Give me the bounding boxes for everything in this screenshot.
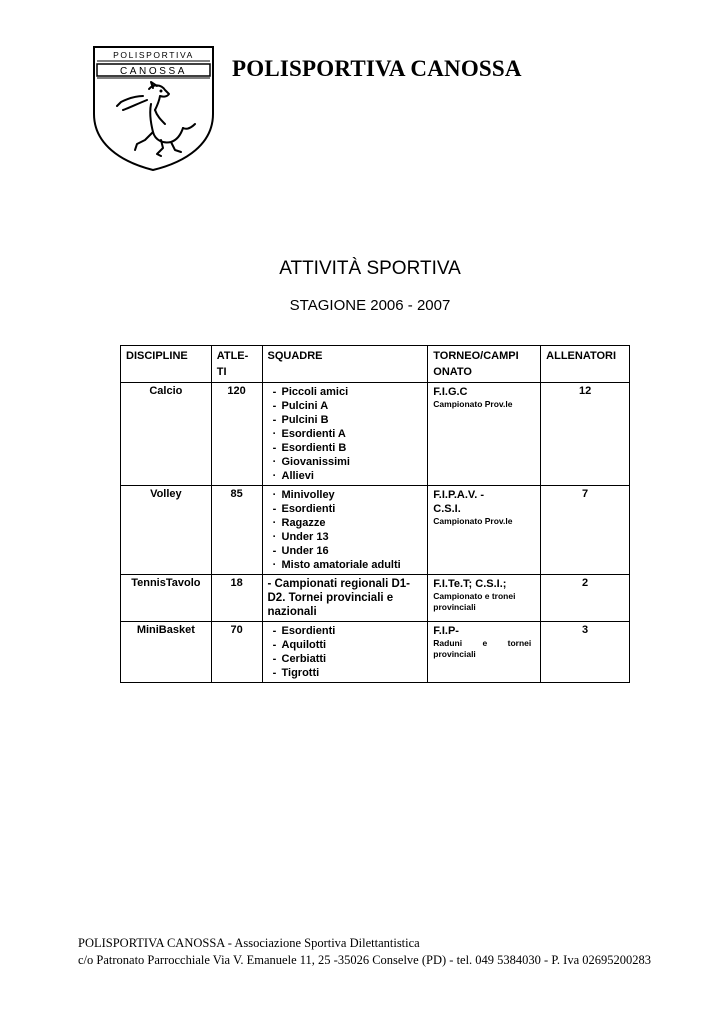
activities-table [120,345,630,683]
federation-label: F.I.P.A.V. - C.S.I. [433,489,485,515]
season-label: STAGIONE 2006 - 2007 [289,297,451,314]
coaches-cell: 2 [541,575,630,622]
tournament-note: Campionato e tronei provinciali [433,591,516,612]
tournament-cell [428,622,541,683]
table-row [121,575,630,622]
tournament-cell [428,486,541,575]
header-discipline: DISCIPLINE [121,346,212,383]
list-item: - Esordienti [272,625,336,637]
athletes-cell: 18 [211,575,262,622]
table-row [121,486,630,575]
footer-line-1: POLISPORTIVA CANOSSA - Associazione Sportiva Dilettantistica [78,936,420,950]
federation-label: F.I.P- [433,625,459,637]
tournament-cell [428,383,541,486]
discipline-cell: Calcio [121,383,212,486]
list-item: · Minivolley [272,489,335,501]
footer-line-2: c/o Patronato Parrocchiale Via V. Emanuele 11, 25 -35026 Conselve (PD) - tel. 049 5384030 - P. Iva 02695200283 [78,953,651,967]
tournament-note: Campionato Prov.le [433,516,513,526]
teams-text: - Campionati regionali D1-D2. Tornei provinciali e nazionali [267,578,410,618]
teams-cell [262,622,428,683]
table-row [121,383,630,486]
discipline-cell: Volley [121,486,212,575]
list-item: - Esordienti B [272,442,347,454]
teams-cell [262,575,428,622]
list-item: · Under 13 [272,531,329,543]
teams-cell [262,486,428,575]
logo-bottom-text: CANOSSA [119,66,188,77]
list-item: - Pulcini A [272,400,329,412]
header-teams: SQUADRE [262,346,428,383]
coaches-cell: 3 [541,622,630,683]
federation-label: F.I.G.C [433,386,468,398]
list-item: · Ragazze [272,517,326,529]
list-item: - Esordienti [272,503,336,515]
tournament-note: Raduni e tornei provinciali [433,638,532,659]
tournament-cell [428,575,541,622]
footer [78,935,651,969]
list-item: - Tigrotti [272,667,320,679]
federation-label: F.I.Te.T; C.S.I.; [433,578,507,590]
teams-list [268,488,423,572]
logo-top-text: POLISPORTIVA [113,50,194,60]
header-tournament: TORNEO/CAMPI ONATO [428,346,541,383]
teams-cell [262,383,428,486]
teams-list [268,624,423,680]
table-header-row [121,346,630,383]
discipline-cell: TennisTavolo [121,575,212,622]
coaches-cell: 7 [541,486,630,575]
organization-title: POLISPORTIVA CANOSSA [232,56,522,81]
athletes-cell: 85 [211,486,262,575]
list-item: - Under 16 [272,545,329,557]
tournament-note: Campionato Prov.le [433,399,513,409]
list-item: - Piccoli amici [272,386,349,398]
section-title: ATTIVITÀ SPORTIVA [279,258,461,279]
list-item: · Esordienti A [272,428,346,440]
athletes-cell: 70 [211,622,262,683]
list-item: - Pulcini B [272,414,329,426]
list-item: - Cerbiatti [272,653,327,665]
discipline-cell: MiniBasket [121,622,212,683]
canossa-logo [91,44,216,172]
athletes-cell: 120 [211,383,262,486]
header-coaches: ALLENATORI [541,346,630,383]
list-item: - Aquilotti [272,639,327,651]
table-row [121,622,630,683]
list-item: · Giovanissimi [272,456,350,468]
teams-list [268,385,423,483]
list-item: · Allievi [272,470,314,482]
list-item: · Misto amatoriale adulti [272,559,401,571]
coaches-cell: 12 [541,383,630,486]
header-athletes: ATLE-TI [211,346,262,383]
